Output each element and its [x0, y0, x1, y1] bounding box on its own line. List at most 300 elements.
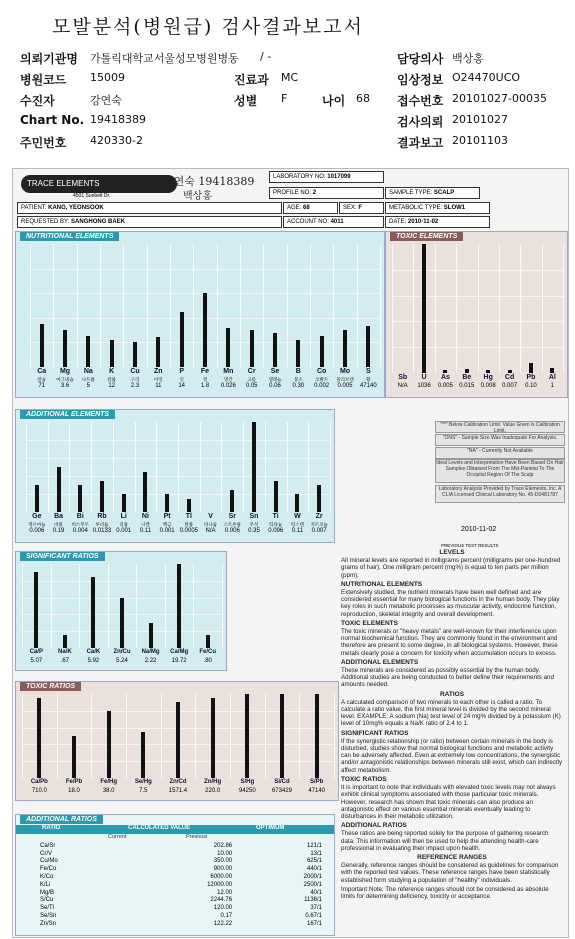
grid-line — [113, 422, 114, 512]
value-ward: / - — [260, 50, 272, 63]
date-box — [385, 216, 490, 228]
explanations — [341, 547, 563, 900]
value-sex: F — [281, 92, 288, 105]
additional-bar — [187, 499, 191, 513]
additional-name: 루비듐 — [95, 522, 109, 527]
optimum-cell: 167/1 — [306, 920, 322, 927]
toxic-ratios-bar — [72, 736, 76, 778]
age-label: AGE: — [287, 205, 302, 211]
lab-number: 1017099 — [327, 174, 351, 180]
additional-value: 0.006 — [224, 528, 240, 534]
nutritional-value: 0.05 — [245, 383, 258, 389]
nutritional-bar — [226, 328, 230, 367]
toxic-heading: TOXIC ELEMENTS — [341, 619, 398, 627]
grid-line — [334, 694, 335, 778]
value-hospital-code: 15009 — [90, 71, 125, 84]
grid-line — [69, 422, 70, 512]
grid-line — [333, 244, 334, 367]
nutritional-value: 11 — [155, 383, 162, 389]
ratio-cell: Se/Sn — [40, 913, 57, 920]
table-row — [36, 912, 326, 920]
additional-value: 0.006 — [29, 528, 45, 534]
grid-line — [30, 244, 31, 367]
handwritten-patient: 강연숙 19418389 — [163, 175, 255, 188]
table-row — [36, 873, 326, 881]
handwritten-doctor: 백상홍 — [183, 191, 212, 202]
additional-ratios-title: ADDITIONAL RATIOS — [20, 815, 103, 824]
table-row — [36, 858, 326, 866]
additional-label: Bi — [76, 513, 84, 520]
additional-label: Sr — [228, 513, 236, 520]
grid-line — [26, 494, 330, 495]
nutritional-label: Mg — [59, 368, 71, 375]
grid-line — [499, 244, 500, 373]
nutritional-bar — [110, 340, 114, 367]
toxic-ratios-value: 673429 — [271, 788, 292, 794]
grid-line — [310, 244, 311, 367]
sig-heading: SIGNIFICANT RATIOS — [341, 729, 409, 737]
nutritional-value: 12 — [108, 383, 115, 389]
nutritional-value: 14 — [178, 383, 185, 389]
grid-line — [195, 694, 196, 778]
additional-bar — [122, 494, 126, 512]
addr-text: These ratios are being reported solely for the purpose of gathering research data. This information will then be used to help the attending health-care professional in evaluating their impact upon health. — [341, 830, 549, 852]
significant-bar — [63, 635, 67, 648]
additional-label: Ni — [141, 513, 149, 520]
grid-line — [135, 422, 136, 512]
grid-line — [413, 244, 414, 373]
toxic-ratios-chart — [15, 681, 339, 801]
toxic-bar — [465, 369, 469, 373]
additional-label: Pt — [163, 513, 171, 520]
significant-label: Zn/Cu — [113, 649, 131, 655]
toxic-ratios-bar — [280, 694, 284, 778]
calculated-cell: 0.17 — [220, 913, 233, 920]
grid-line — [161, 694, 162, 778]
significant-label: Ca/K — [86, 649, 101, 655]
grid-line — [26, 476, 330, 477]
significant-value: 2.22 — [144, 658, 157, 664]
additional-bar — [317, 485, 321, 512]
nutritional-label: Na — [83, 368, 93, 375]
grid-line — [200, 422, 201, 512]
grid-line — [299, 694, 300, 778]
toxic-ratios-title: TOXIC RATIOS — [20, 682, 81, 691]
grid-line — [22, 581, 222, 582]
grid-line — [170, 244, 171, 367]
lab-address: 4501 Sunbelt Dr. — [73, 193, 111, 199]
grid-line — [91, 694, 92, 778]
ref-heading: REFERENCE RANGES — [417, 853, 487, 861]
nutritional-bar — [156, 337, 160, 367]
sex-box — [339, 202, 384, 214]
table-row — [36, 865, 326, 873]
grid-line — [542, 244, 543, 373]
nutritional-label: P — [179, 368, 184, 375]
significant-label: Ca/Mg — [170, 649, 189, 655]
profile-box — [269, 187, 384, 199]
nutritional-name: 구리 — [130, 377, 140, 382]
significant-value: 5.92 — [87, 658, 100, 664]
grid-line — [222, 564, 223, 648]
grid-line — [287, 422, 288, 512]
toxic-label: Be — [462, 374, 472, 381]
header-row — [20, 113, 560, 131]
account-label: ACCOUNT NO: — [287, 219, 329, 225]
toxic-value: 0.015 — [459, 383, 475, 389]
grid-line — [263, 244, 264, 367]
age-box — [283, 202, 338, 214]
grid-line — [26, 440, 330, 441]
nutritional-bar — [86, 336, 90, 367]
significant-label: Ca/P — [29, 649, 43, 655]
grid-line — [123, 244, 124, 367]
label-clinical-info: 임상정보 — [397, 73, 444, 87]
nutritional-name: 몰리브덴 — [336, 377, 354, 382]
toxic-bar — [529, 363, 533, 373]
toxic-title: TOXIC ELEMENTS — [390, 232, 463, 241]
additional-label: W — [294, 513, 301, 520]
additional-name: 리튬 — [119, 522, 129, 527]
ratio-cell: Fe/Co — [40, 866, 57, 873]
nutritional-title: NUTRITIONAL ELEMENTS — [20, 232, 119, 241]
toxic-ratios-label: Fe/Pb — [65, 779, 83, 785]
nutritional-value: 0.026 — [220, 383, 236, 389]
grid-line — [435, 244, 436, 373]
note-na: "NA" - Currently Not Available — [435, 447, 565, 459]
grid-line — [392, 244, 393, 373]
grid-line — [26, 458, 330, 459]
label-hospital-code: 병원코드 — [20, 73, 67, 87]
additional-name: 니켈 — [141, 522, 150, 527]
levels-text: All mineral levels are reported in milligrams percent (milligrams per one-hundred grams of hair). One milligram percent (mg%) is equal to ten parts per million (ppm). — [341, 557, 561, 579]
toxic-value: N/A — [397, 383, 408, 389]
value-age: 68 — [356, 92, 370, 105]
additional-name: 게르마늄 — [28, 522, 46, 527]
significant-value: .67 — [60, 658, 70, 664]
label-receipt-no: 접수번호 — [397, 94, 444, 108]
ratio-cell: Se/Tl — [40, 905, 55, 912]
grid-line — [380, 244, 381, 367]
grid-line — [48, 422, 49, 512]
nutritional-name: 나트륨 — [81, 377, 95, 382]
nutritional-name: 셀레늄 — [268, 377, 282, 382]
toxic-ratios-label: Zn/Cd — [169, 779, 187, 785]
ratio-cell: Mg/B — [40, 889, 55, 896]
nutritional-bar — [250, 330, 254, 367]
col-optimum: OPTIMUM — [256, 825, 285, 831]
toxic-ratios-value: 47140 — [308, 788, 325, 794]
grid-line — [30, 269, 380, 270]
nutritional-label: S — [365, 368, 371, 375]
nutr-text: Extensively studied, the nutrient minerals have been well defined and are considered essential for many biological functions in the human body. They play key roles in such metabolic processes as muscular activity, endocrine function, reproduction, skeletal integrity and overall development. — [341, 589, 560, 618]
metabolic: SLOW1 — [443, 205, 466, 211]
label-chart-no: Chart No. — [20, 113, 85, 127]
label-doctor: 담당의사 — [397, 52, 444, 66]
add-text: These minerals are considered as possibly essential by the human body. Additional studies are being conducted to better define their requirements and amounts needed. — [341, 667, 554, 689]
grid-line — [563, 244, 564, 373]
toxic-ratios-bar — [107, 711, 111, 778]
toxic-ratios-bar — [141, 732, 145, 778]
value-chart-no: 19418389 — [90, 113, 146, 126]
ratio-table-body — [36, 842, 326, 928]
ratio-cell: K/Co — [40, 874, 54, 881]
additional-value: 0.001 — [159, 528, 175, 534]
toxic-text: The toxic minerals or "heavy metals" are well-known for their interference upon normal biochemical function. They are commonly found in the environment and therefore are present to some degree, in all biological systems. However, these metals clearly pose a concern for toxicity when accumulation occurs to excess. — [341, 628, 558, 657]
optimum-cell: 625/1 — [306, 858, 322, 865]
optimum-cell: 0.67/1 — [305, 913, 322, 920]
col-previous: Previous — [186, 834, 208, 840]
add-heading: ADDITIONAL ELEMENTS — [341, 658, 419, 666]
additional-bar — [230, 490, 234, 513]
tox-text: It is important to note that individuals with elevated toxic levels may not always exhibit clinical symptoms associated with those particular toxic minerals. However, research has shown that toxic minerals can also produce an antagonistic effect on various essential minerals eventually leading to disturbances in their metabolic utilization. — [341, 784, 556, 820]
nutritional-label: B — [295, 368, 301, 375]
nutritional-name: 망간 — [223, 377, 233, 382]
col-calculated: CALCULATED VALUE — [128, 825, 191, 831]
table-row — [36, 842, 326, 850]
nutritional-value: 0.30 — [292, 383, 305, 389]
additional-value: 0.007 — [311, 528, 327, 534]
toxic-label: Pb — [526, 374, 536, 381]
label-department: 진료과 — [234, 73, 269, 87]
nutritional-label: Fe — [200, 368, 210, 375]
nutritional-label: Co — [316, 368, 327, 375]
nutritional-label: Cu — [130, 368, 140, 375]
label-patient: 수진자 — [20, 94, 55, 108]
nutritional-name: 아연 — [153, 377, 163, 382]
toxic-bar — [550, 368, 554, 373]
toxic-value: 0.10 — [525, 383, 537, 389]
sample-box — [385, 187, 480, 199]
value-patient: 강연숙 — [90, 94, 122, 107]
additional-value: 0.11 — [291, 528, 304, 534]
nutritional-name: 코발트 — [315, 377, 329, 382]
additional-name: 주석 — [249, 522, 259, 527]
grid-line — [478, 244, 479, 373]
header-row — [20, 92, 560, 110]
requested: SANGHONG BAEK — [71, 219, 126, 225]
patient: KANG, YEONSOOK — [48, 205, 104, 211]
optimum-cell: 2500/1 — [303, 881, 322, 888]
note-qns: "ONS" - Sample Size Was Inadequate For Analysis. — [435, 434, 565, 446]
additional-value: N/A — [205, 528, 216, 534]
value-report-date: 20101103 — [452, 134, 508, 147]
toxic-ratios-value: 38.0 — [102, 788, 115, 794]
nutritional-bar — [343, 330, 347, 367]
toxic-ratios-value: 710.0 — [31, 788, 47, 794]
label-request-date: 검사의뢰 — [397, 115, 444, 129]
additional-label: Ba — [54, 513, 64, 520]
calculated-cell: 2244.76 — [210, 897, 233, 904]
grid-line — [330, 422, 331, 512]
additional-name: 티타늄 — [269, 522, 283, 527]
nutritional-bar — [180, 312, 184, 367]
nutritional-label: Se — [270, 368, 280, 375]
ratio-cell: Zn/Sn — [40, 920, 57, 927]
metabolic-label: METABOLIC TYPE: — [389, 205, 443, 211]
significant-label: Na/Mg — [141, 649, 160, 655]
nutritional-bar — [296, 340, 300, 367]
nutritional-name: 칼슘 — [37, 377, 47, 382]
toxic-ratios-bar — [315, 694, 319, 778]
ratios-text: A calculated comparison of two minerals to each other is called a ratio. To calculate a ratio value, the first mineral level is divided by the second mineral level. EXAMPLE: A sodium (Na) test level of 24 mg% divided by a potassium (K) level of 10mg% equals a Na/K ratio of 2.4 to 1. — [341, 698, 561, 728]
toxic-label: As — [440, 374, 450, 381]
grid-line — [240, 244, 241, 367]
grid-line — [156, 422, 157, 512]
additional-name: 스트론튬 — [223, 522, 241, 527]
grid-line — [91, 422, 92, 512]
ratio-cell: Cr/V — [40, 850, 52, 857]
toxic-elements-chart — [385, 231, 568, 398]
toxic-value: 0.007 — [502, 383, 518, 389]
stamp-date: 2010-11-02 — [461, 526, 497, 533]
toxic-value: 1036 — [417, 383, 431, 389]
grid-line — [53, 244, 54, 367]
nutritional-label: Zn — [154, 368, 163, 375]
grid-line — [392, 347, 563, 348]
grid-line — [456, 244, 457, 373]
note-ideal-levels: Ideal Levels and Interpretation Have Been Based On Hair Samples Obtained From The Mid-Parietal To The Occipital Region Of The Scalp — [435, 459, 565, 483]
additional-name: 백금 — [162, 522, 172, 527]
toxic-bar — [508, 370, 512, 373]
grid-line — [22, 694, 23, 778]
additional-value: 0.11 — [139, 528, 152, 534]
additional-label: Li — [120, 513, 127, 520]
additional-value: 0.0133 — [92, 528, 112, 534]
profile-label: PROFILE NO: — [273, 190, 312, 196]
additional-label: Zr — [315, 513, 323, 520]
toxic-ratios-value: 220.0 — [205, 788, 221, 794]
sex: F — [358, 205, 363, 211]
nutritional-bar — [203, 293, 207, 367]
toxic-ratios-label: Ca/Pb — [30, 779, 48, 785]
ref-text: Generally, reference ranges should be considered as guidelines for comparison with the reported test values. These reference ranges have been statistically established form studying a population of "healthy" individuals. — [341, 862, 559, 884]
levels-heading: LEVELS — [439, 549, 465, 556]
scanned-lab-report — [12, 168, 569, 938]
additional-bar — [100, 481, 104, 513]
additional-value: 0.096 — [268, 528, 284, 534]
col-ratio: RATIO — [42, 825, 61, 831]
calculated-cell: 350.00 — [213, 858, 233, 865]
additional-label: Sn — [249, 513, 259, 520]
significant-bar — [149, 623, 153, 648]
value-doctor: 백상홍 — [452, 52, 484, 65]
ratio-cell: K/Li — [40, 881, 51, 888]
table-row — [36, 881, 326, 889]
additional-bar — [295, 494, 299, 512]
value-department: MC — [281, 71, 299, 84]
optimum-cell: 440/1 — [306, 866, 322, 873]
optimum-cell: 13/1 — [310, 850, 322, 857]
optimum-cell: 2000/1 — [303, 874, 322, 881]
grid-line — [57, 694, 58, 778]
requested-box — [17, 216, 282, 228]
toxic-ratios-label: Si/Cd — [274, 779, 290, 785]
nutritional-value: 3.6 — [60, 383, 70, 389]
value-clinical-info: O24470UCO — [452, 71, 521, 84]
nutritional-value: 5 — [86, 383, 90, 389]
calculated-cell: 202.86 — [213, 842, 233, 849]
grid-line — [357, 244, 358, 367]
lab-number-box — [269, 171, 384, 183]
ratios-heading: RATIOS — [439, 690, 465, 698]
date: 2010-11-02 — [407, 219, 439, 225]
toxic-ratios-value: 94250 — [238, 788, 256, 794]
toxic-ratios-label: Zn/Hg — [204, 779, 222, 785]
toxic-ratios-label: S/Hg — [240, 779, 255, 785]
table-row — [36, 889, 326, 897]
optimum-cell: 121/1 — [306, 842, 322, 849]
additional-name: 바륨 — [54, 522, 63, 527]
nutr-heading: NUTRITIONAL ELEMENTS — [341, 580, 423, 588]
sig-text: If the synergistic relationship (or ratio) between certain minerals in the body is disturbed, studies show that normal biological functions and metabolic activity can be adversely affected. Even at extremely low concentrations, the synergistic and/or antagonistic relationships between minerals still exist, which can indirectly affect metabolism. — [341, 737, 563, 774]
toxic-value: 1 — [550, 383, 554, 389]
addr-heading: ADDITIONAL RATIOS — [341, 822, 407, 830]
toxic-label: U — [421, 374, 427, 381]
nutritional-label: K — [109, 368, 115, 375]
additional-name: 탈륨 — [184, 522, 194, 527]
label-resident-no: 주민번호 — [20, 136, 67, 150]
additional-elements-chart — [15, 409, 335, 543]
significant-value: 5.07 — [30, 658, 43, 664]
nutritional-label: Mn — [223, 368, 234, 375]
value-institution: 가톨릭대학교서울성모병원병동 — [90, 52, 239, 65]
metabolic-box — [385, 202, 490, 214]
toxic-ratios-label: Se/Hg — [134, 779, 152, 785]
grid-line — [520, 244, 521, 373]
additional-bar — [57, 467, 61, 512]
additional-name: 비스무트 — [71, 522, 89, 527]
toxic-ratios-bar — [245, 694, 249, 778]
significant-bar — [120, 598, 124, 648]
grid-line — [165, 564, 166, 648]
additional-label: V — [208, 513, 213, 520]
toxic-ratios-value: 18.0 — [68, 788, 80, 794]
nutritional-name: 황 — [366, 377, 371, 382]
nutritional-name: 붕소 — [293, 377, 303, 382]
significant-label: Fe/Cu — [199, 649, 217, 655]
ratio-header — [16, 825, 334, 834]
grid-line — [193, 244, 194, 367]
additional-bar — [165, 494, 169, 512]
toxic-label: Sb — [398, 374, 408, 381]
toxic-bar — [486, 370, 490, 373]
additional-ratios-table — [15, 814, 335, 936]
toxic-label: Al — [548, 374, 556, 381]
additional-title: ADDITIONAL ELEMENTS — [20, 410, 115, 419]
note-calibration: "**" Below Calibration Limit. Value Given is Calibration Limit. — [435, 421, 565, 433]
significant-value: 19.72 — [171, 658, 187, 664]
sex-label: SEX: — [343, 205, 357, 211]
grid-line — [126, 694, 127, 778]
grid-line — [51, 564, 52, 648]
nutritional-bar — [63, 330, 67, 367]
nutritional-name: 인 — [179, 377, 184, 382]
grid-line — [136, 564, 137, 648]
additional-name: 텅스텐 — [290, 522, 304, 527]
additional-label: Rb — [97, 513, 107, 520]
significant-bar — [34, 572, 38, 648]
grid-line — [26, 422, 27, 512]
optimum-cell: 40/1 — [310, 889, 322, 896]
value-request-date: 20101027 — [452, 113, 508, 126]
calculated-cell: 122.22 — [213, 920, 233, 927]
toxic-label: Cd — [504, 374, 515, 381]
nutritional-name: 마그네슘 — [56, 377, 74, 382]
grid-line — [147, 244, 148, 367]
nutritional-bar — [320, 336, 324, 367]
ratio-cell: Cu/Mo — [40, 858, 58, 865]
